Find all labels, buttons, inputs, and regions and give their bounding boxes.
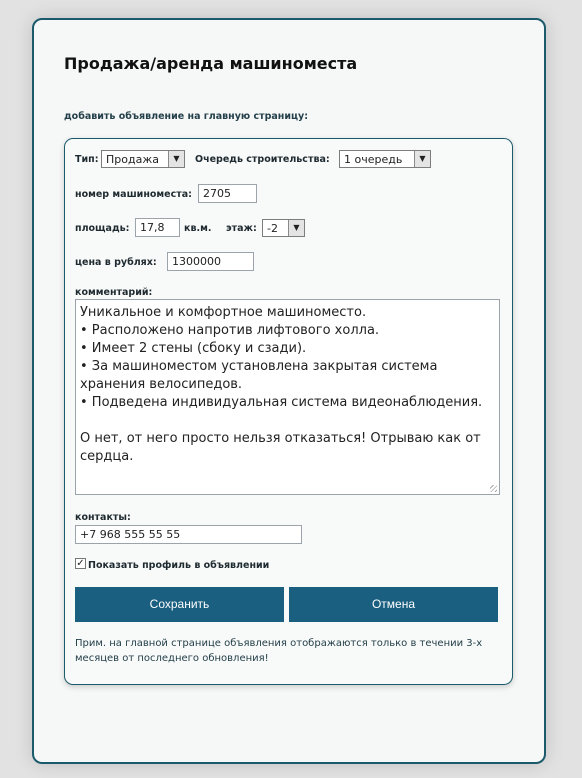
comment-line: Уникальное и комфортное машиноместо.	[80, 305, 367, 320]
comment-blank-line	[80, 412, 495, 430]
resize-handle-icon[interactable]	[490, 485, 497, 492]
comment-line: О нет, от него просто нельзя отказаться! Отрываю как от сердца.	[80, 431, 481, 464]
queue-select-value: 1 очередь	[344, 153, 403, 166]
price-label: цена в рублях:	[75, 257, 157, 268]
show-profile-checkbox[interactable]	[75, 558, 86, 569]
type-label: Тип:	[75, 154, 99, 165]
area-input[interactable]: 17,8	[135, 218, 180, 237]
page-panel	[32, 18, 546, 764]
comment-line: • Имеет 2 стены (сбоку и сзади).	[80, 341, 307, 356]
type-select-value: Продажа	[106, 153, 159, 166]
comment-line: • Расположено напротив лифтового холла.	[80, 323, 380, 338]
footnote: Прим. на главной странице объявления отображаются только в течении 3-х месяцев от последнего обновления!	[75, 638, 483, 664]
chevron-down-icon: ▼	[414, 151, 430, 167]
listing-form	[64, 138, 513, 685]
area-label: площадь:	[75, 223, 130, 234]
save-button[interactable]: Сохранить	[75, 587, 284, 622]
cancel-button[interactable]: Отмена	[289, 587, 498, 622]
show-profile-label: Показать профиль в объявлении	[88, 560, 270, 571]
contacts-label: контакты:	[75, 512, 131, 523]
chevron-down-icon: ▼	[288, 220, 304, 236]
form-subtitle: добавить объявление на главную страницу:	[64, 111, 309, 122]
area-unit-label: кв.м.	[184, 223, 212, 234]
page-title: Продажа/аренда машиноместа	[64, 54, 358, 73]
floor-select-value: -2	[267, 222, 278, 235]
comment-textarea[interactable]	[75, 299, 500, 495]
number-label: номер машиноместа:	[75, 189, 192, 200]
contacts-input[interactable]: +7 968 555 55 55	[75, 525, 302, 544]
comment-line: • За машиноместом установлена закрытая система хранения велосипедов.	[80, 359, 438, 392]
checkmark-icon: ✓	[76, 558, 85, 569]
number-input[interactable]: 2705	[198, 184, 257, 203]
chevron-down-icon: ▼	[168, 151, 184, 167]
type-select[interactable]	[101, 150, 185, 168]
comment-label: комментарий:	[75, 287, 153, 298]
price-input[interactable]: 1300000	[167, 252, 254, 271]
queue-select[interactable]	[339, 150, 431, 168]
comment-line: • Подведена индивидуальная система видеонаблюдения.	[80, 395, 483, 410]
queue-label: Очередь строительства:	[195, 154, 330, 165]
floor-select[interactable]	[262, 219, 305, 237]
floor-label: этаж:	[226, 223, 257, 234]
